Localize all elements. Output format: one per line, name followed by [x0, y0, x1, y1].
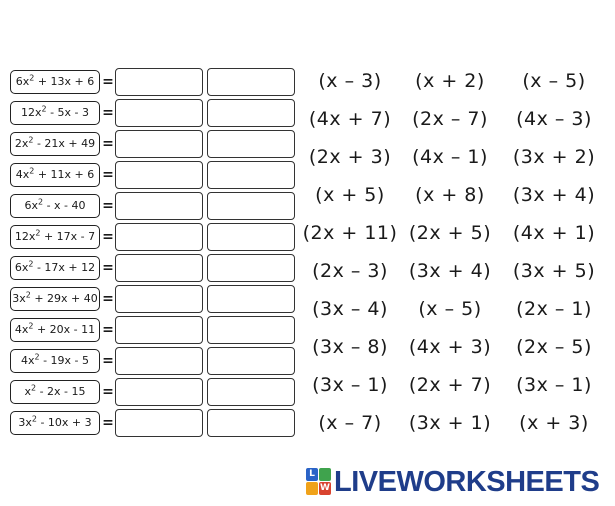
equals-sign: = — [102, 167, 114, 183]
answer-box-second-factor[interactable] — [207, 409, 295, 437]
answer-box-first-factor[interactable] — [115, 254, 203, 282]
problem-row — [0, 163, 300, 191]
equals-sign: = — [102, 353, 114, 369]
quadratic-expression: $12x^2 + 17x - 7$ — [10, 225, 100, 249]
answer-box-first-factor[interactable] — [115, 409, 203, 437]
answer-box-first-factor[interactable] — [115, 285, 203, 313]
answer-box-second-factor[interactable] — [207, 285, 295, 313]
factor-option[interactable]: (3x – 4) — [312, 298, 388, 320]
factor-option[interactable]: (3x + 4) — [408, 260, 492, 282]
problem-row — [0, 287, 300, 315]
factor-option[interactable]: (x + 3) — [519, 412, 589, 434]
logo-block-w: W — [320, 483, 330, 493]
factor-option[interactable]: (2x – 3) — [312, 260, 388, 282]
answer-box-first-factor[interactable] — [115, 68, 203, 96]
quadratic-expression: $6x^2 + 13x + 6$ — [10, 70, 100, 94]
logo-icon — [306, 468, 332, 496]
equals-sign: = — [102, 322, 114, 338]
problem-row — [0, 70, 300, 98]
factor-option[interactable]: (2x – 1) — [516, 298, 592, 320]
answer-box-second-factor[interactable] — [207, 99, 295, 127]
factor-option[interactable]: (2x + 3) — [308, 146, 392, 168]
liveworksheets-logo — [306, 464, 606, 500]
factor-option[interactable]: (x + 2) — [415, 70, 485, 92]
problem-row — [0, 225, 300, 253]
problem-row — [0, 101, 300, 129]
quadratic-expression: $12x^2 - 5x - 3$ — [10, 101, 100, 125]
factor-option[interactable]: (4x – 3) — [516, 108, 592, 130]
answer-box-second-factor[interactable] — [207, 316, 295, 344]
equals-sign: = — [102, 136, 114, 152]
equals-sign: = — [102, 384, 114, 400]
brand-name: LIVEWORKSHEETS — [334, 466, 600, 498]
problem-row — [0, 349, 300, 377]
problem-row — [0, 194, 300, 222]
problem-list — [0, 0, 300, 440]
factor-option[interactable]: (3x – 1) — [516, 374, 592, 396]
equals-sign: = — [102, 291, 114, 307]
answer-box-first-factor[interactable] — [115, 223, 203, 251]
factor-option[interactable]: (3x + 5) — [512, 260, 596, 282]
problem-row — [0, 256, 300, 284]
equals-sign: = — [102, 415, 114, 431]
factor-option[interactable]: (x – 7) — [318, 412, 382, 434]
problem-row — [0, 380, 300, 408]
factor-option[interactable]: (2x + 5) — [408, 222, 492, 244]
factor-option[interactable]: (3x – 8) — [312, 336, 388, 358]
quadratic-expression: $4x^2 + 20x - 11$ — [10, 318, 100, 342]
logo-block-l: L — [306, 468, 318, 481]
answer-box-second-factor[interactable] — [207, 223, 295, 251]
quadratic-expression: $3x^2 - 10x + 3$ — [10, 411, 100, 435]
answer-box-first-factor[interactable] — [115, 378, 203, 406]
logo-block-green — [319, 468, 331, 481]
factor-option[interactable]: (x + 8) — [415, 184, 485, 206]
answer-box-second-factor[interactable] — [207, 161, 295, 189]
equals-sign: = — [102, 74, 114, 90]
answer-box-second-factor[interactable] — [207, 68, 295, 96]
factor-option[interactable]: (3x + 2) — [512, 146, 596, 168]
factor-option[interactable]: (2x + 7) — [408, 374, 492, 396]
equals-sign: = — [102, 198, 114, 214]
answer-box-second-factor[interactable] — [207, 254, 295, 282]
quadratic-expression: $6x^2$ - x - 40 — [10, 194, 100, 218]
quadratic-expression: $3x^2 + 29x + 40$ — [10, 287, 100, 311]
factor-option[interactable]: (x – 3) — [318, 70, 382, 92]
factor-option[interactable]: (4x – 1) — [412, 146, 488, 168]
problem-row — [0, 411, 300, 439]
answer-box-second-factor[interactable] — [207, 130, 295, 158]
factor-option[interactable]: (x – 5) — [418, 298, 482, 320]
logo-block-orange — [306, 482, 318, 495]
quadratic-expression: $4x^2 + 11x + 6$ — [10, 163, 100, 187]
factor-option[interactable]: (2x – 7) — [412, 108, 488, 130]
problem-row — [0, 132, 300, 160]
factor-option[interactable]: (2x – 5) — [516, 336, 592, 358]
quadratic-expression: $6x^2 - 17x + 12$ — [10, 256, 100, 280]
answer-box-second-factor[interactable] — [207, 347, 295, 375]
answer-box-first-factor[interactable] — [115, 192, 203, 220]
quadratic-expression: $2x^2 - 21x + 49$ — [10, 132, 100, 156]
factor-bank — [300, 64, 615, 444]
factor-option[interactable]: (x – 5) — [522, 70, 586, 92]
equals-sign: = — [102, 105, 114, 121]
factor-option[interactable]: (3x + 1) — [408, 412, 492, 434]
factor-option[interactable]: (4x + 1) — [512, 222, 596, 244]
answer-box-first-factor[interactable] — [115, 130, 203, 158]
factor-option[interactable]: (x + 5) — [315, 184, 385, 206]
quadratic-expression: $x^2 - 2x - 15$ — [10, 380, 100, 404]
quadratic-expression: $4x^2 - 19x - 5$ — [10, 349, 100, 373]
answer-box-first-factor[interactable] — [115, 161, 203, 189]
factor-option[interactable]: (4x + 3) — [408, 336, 492, 358]
answer-box-second-factor[interactable] — [207, 378, 295, 406]
equals-sign: = — [102, 229, 114, 245]
factor-option[interactable]: (3x + 4) — [512, 184, 596, 206]
factor-option[interactable]: (3x – 1) — [312, 374, 388, 396]
factor-option[interactable]: (2x + 11) — [302, 222, 398, 244]
factor-option[interactable]: (4x + 7) — [308, 108, 392, 130]
answer-box-first-factor[interactable] — [115, 99, 203, 127]
equals-sign: = — [102, 260, 114, 276]
answer-box-first-factor[interactable] — [115, 347, 203, 375]
answer-box-first-factor[interactable] — [115, 316, 203, 344]
answer-box-second-factor[interactable] — [207, 192, 295, 220]
problem-row — [0, 318, 300, 346]
